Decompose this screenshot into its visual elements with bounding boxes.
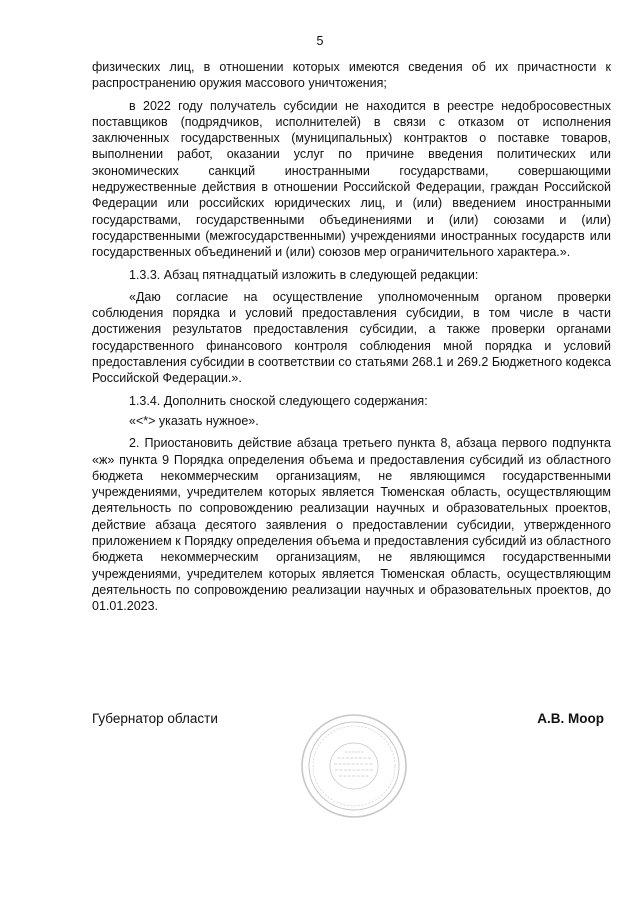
paragraph-continuation: физических лиц, в отношении которых имеются сведения об их причастности к распространению оружия массового уничтожения; (92, 60, 611, 91)
paragraph-consent-text: «Даю согласие на осуществление уполномоченным органом проверки соблюдения порядка и условий предоставления субсидии, в том числе в части достижения результатов предоставления субсидии, а также проверки органами государственного финансового контроля соблюдения мной порядка и условий предоставления субсидии в соответствии со статьями 268.1 и 269.2 Бюджетного кодекса Российской Федерации.». (92, 289, 611, 386)
paragraph-item-2: 2. Приостановить действие абзаца третьего пункта 8, абзаца первого подпункта «ж» пункта 9 Порядка определения объема и предоставления субсидий из областного бюджета некоммерческим организациям, не являющимся государственными учреждениями, учредителем которых является Тюменская область, осуществляющим деятельность по сопровождению реализации научных и образовательных проектов, действие абзаца десятого заявления о предоставлении субсидии, утвержденного приложением к Порядку определения объема и предоставления субсидий из областного бюджета некоммерческим организациям, не являющимся государственными учреждениями, учредителем которых является Тюменская область, осуществляющим деятельность по сопровождению реализации научных и образовательных проектов, до 01.01.2023. (92, 436, 611, 614)
official-seal-icon (299, 712, 409, 820)
paragraph-item-1-3-4: 1.3.4. Дополнить сноской следующего содержания: (129, 393, 428, 408)
signatory-position: Губернатор области (92, 711, 218, 726)
paragraph-registry-condition: в 2022 году получатель субсидии не находится в реестре недобросовестных поставщиков (подрядчиков, исполнителей) в связи с отказом от исполнения заключенных государственных (муниципальных) контрактов о поставке товаров, выполнении работ, оказании услуг по причине введения политических или экономических санкций иностранными государствами, совершающими недружественные действия в отношении Российской Федерации, граждан Российской Федерации или российских юридических лиц, и (или) введением иностранными государствами, государственными объединениями и (или) союзами и (или) государственными (межгосударственными) учреждениями иностранных государств или государственных объединений и (или) союзов мер ограничительного характера.». (92, 98, 611, 260)
signatory-name: А.В. Моор (537, 711, 604, 726)
page-number: 5 (316, 34, 324, 48)
paragraph-item-1-3-3: 1.3.3. Абзац пятнадцатый изложить в следующей редакции: (129, 267, 479, 282)
document-body (92, 59, 611, 621)
paragraph-footnote-text: «<*> указать нужное». (129, 413, 259, 428)
